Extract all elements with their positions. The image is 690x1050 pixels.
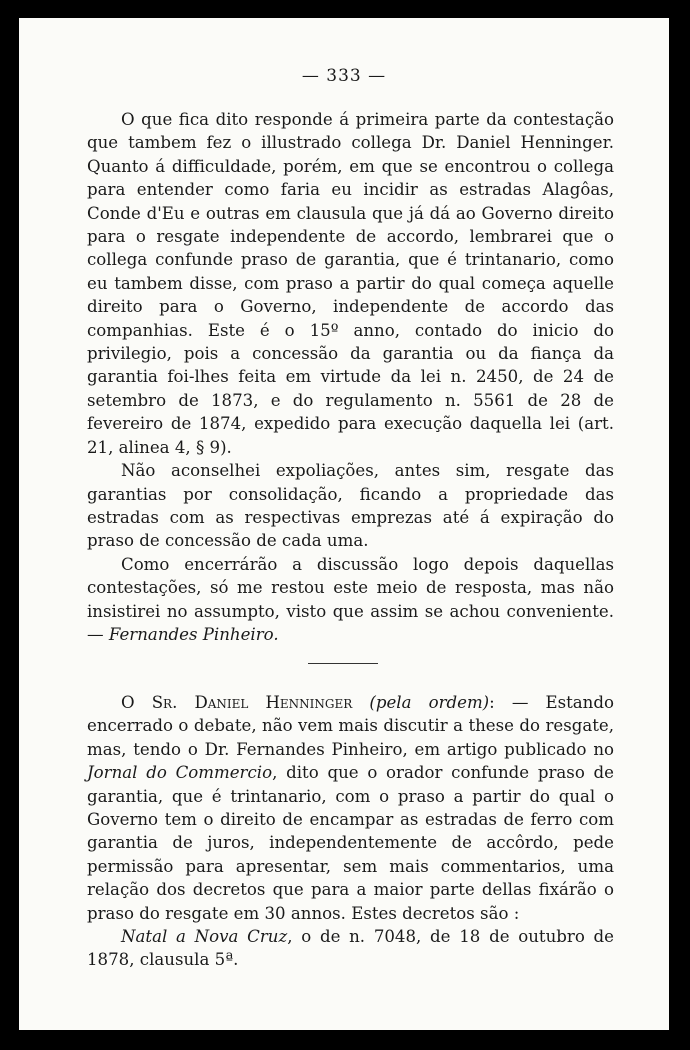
speaker-name: Sr. Daniel Henninger (151, 693, 353, 712)
paragraph-2: Não aconselhei expoliações, antes sim, resgate das garantias por consolidação, ficando a propriedade das estradas com as respectivas emprezas até á expiração do praso de concessão de cada uma. (87, 461, 614, 551)
newspaper-name: Jornal do Commercio (87, 763, 273, 783)
decree-item-1-text: , o de n. 7048, de 18 de outubro de 1878, clausula 5ª. (87, 927, 614, 970)
decree-item-1 (87, 925, 614, 972)
page-number: — 333 — (301, 66, 387, 86)
speech-section (87, 691, 614, 972)
section-divider (308, 663, 378, 664)
speech-text-b: , dito que o orador confunde praso de garantia, que é trintanario, com o praso a partir do qual o Governo tem o direito de encampar as estradas de ferro com garantia de juros, independentemente de accôrdo, pede permissão para apresentar, sem mais commentarios, uma relação dos decretos que para a maior parte dellas fixárão o praso do resgate em 30 annos. Estes decretos são : (87, 763, 614, 923)
speech-text-a: : — Estando encerrado o debate, não vem mais discutir a these do resgate, mas, tendo o Dr. Fernandes Pinheiro, em artigo publicado no (87, 693, 614, 759)
speaker-note: (pela ordem) (352, 693, 490, 712)
paragraph-3-text: Como encerrárão a discussão logo depois daquellas contestações, só me restou este meio de resposta, mas não insistirei no assumpto, visto que assim se achou conveniente. — (87, 554, 614, 644)
paragraph-3 (87, 553, 614, 647)
signature: Fernandes Pinheiro. (108, 624, 279, 644)
document-page (19, 18, 669, 1030)
paragraph-1: O que fica dito responde á primeira parte da contestação que tambem fez o illustrado collega Dr. Daniel Henninger. Quanto á difficuldade, porém, em que se encontrou o collega para entender como faria eu incidir as estradas Alagôas, Conde d'Eu e outras em clausula que já dá ao Governo direito para o resgate independente de accordo, lembrarei que o collega confunde praso de garantia, que é trintanario, como eu tambem disse, com praso a partir do qual começa aquelle direito para o Governo, independente de accordo das companhias. Este é o 15º anno, contado do inicio do privilegio, pois a concessão da garantia ou da fiança da garantia foi-lhes feita em virtude da lei n. 2450, de 24 de setembro de 1873, e do regulamento n. 5561 de 28 de fevereiro de 1874, expedido para execução daquella lei (art. 21, alinea 4, § 9). (87, 110, 614, 457)
reply-section (87, 108, 614, 646)
speaker-prefix: O (121, 693, 152, 712)
speech-paragraph (87, 691, 614, 925)
decree-item-1-name: Natal a Nova Cruz (121, 927, 288, 947)
